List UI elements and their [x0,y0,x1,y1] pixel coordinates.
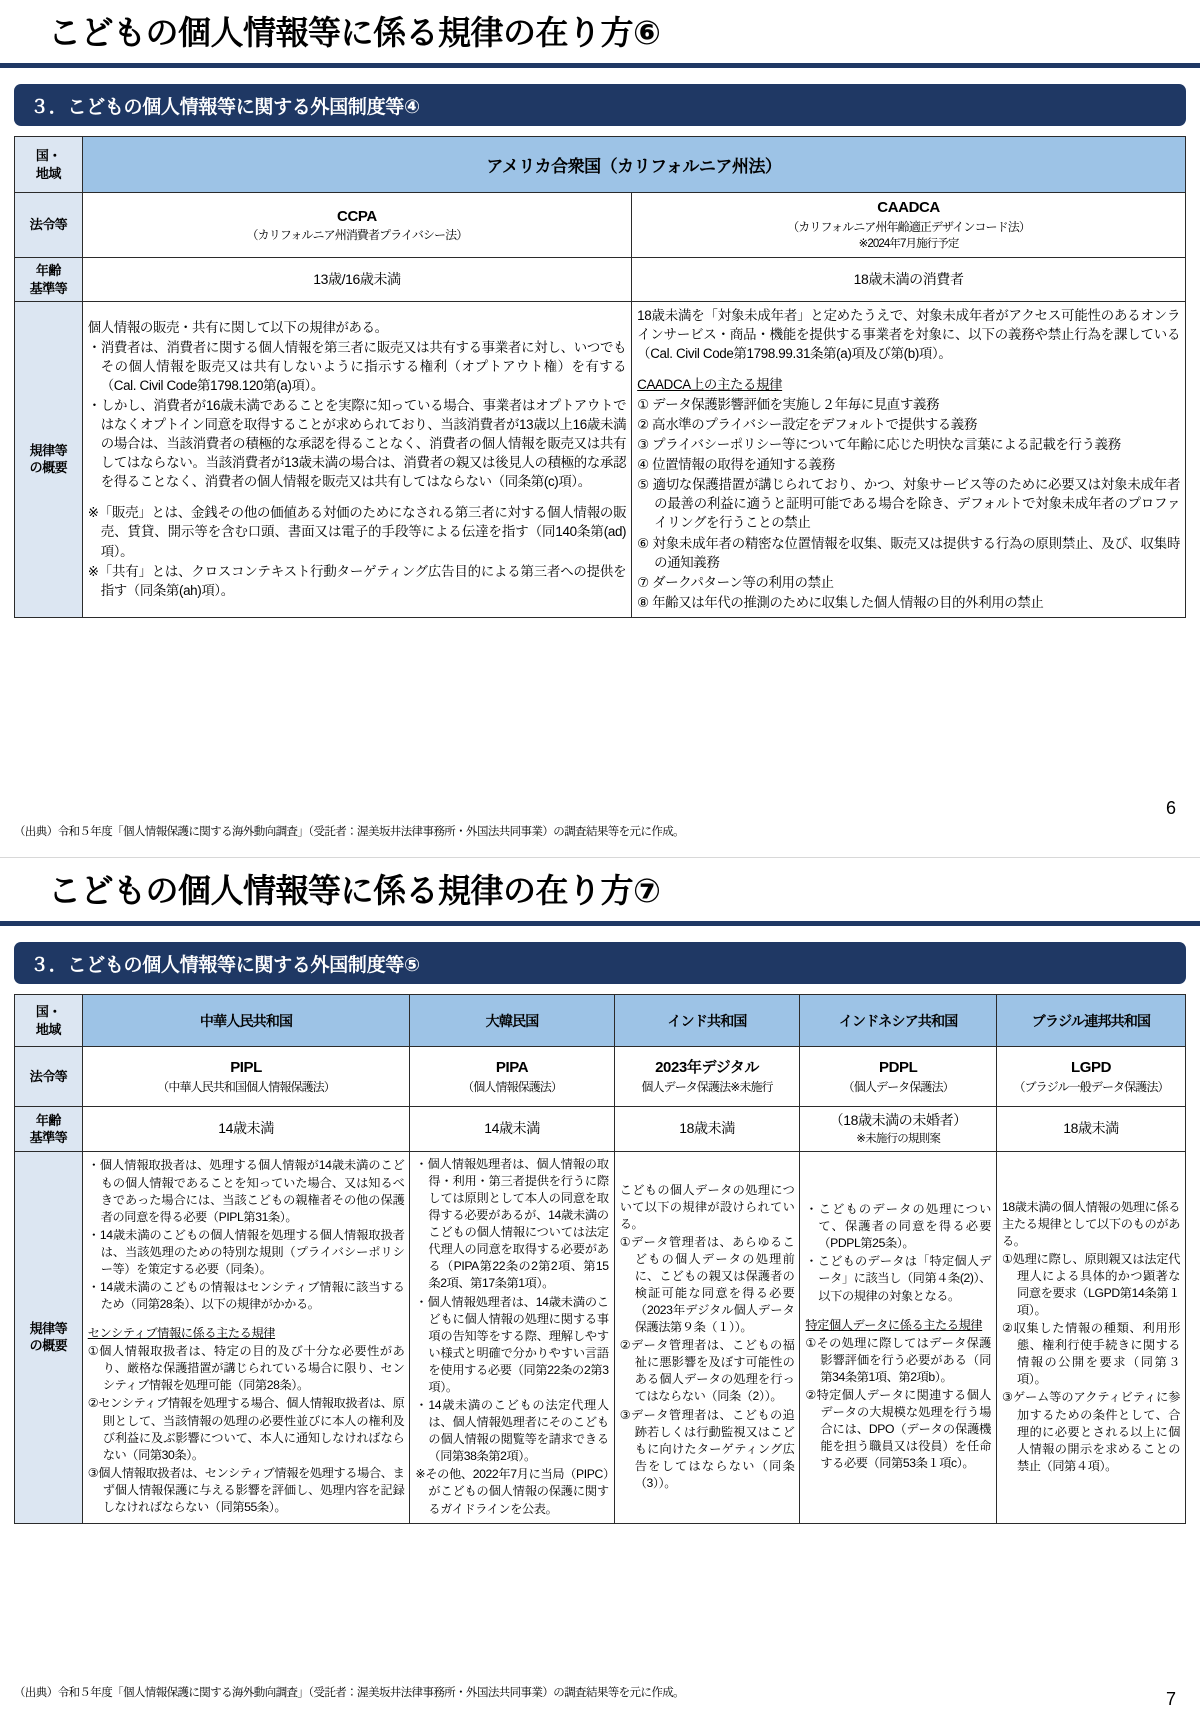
country-header-indonesia: インドネシア共和国 [800,995,997,1047]
law-note-caadca: ※2024年7月施行予定 [858,238,959,251]
law-full-caadca: （カリフォルニア州年齢適正デザインコード法） [787,220,1030,234]
brazil-intro: 18歳未満の個人情報の処理に係る主たる規律として以下のものがある。 [1001,1199,1180,1248]
law-full-pipl: （中華人民共和国個人情報保護法） [157,1079,335,1094]
law-abbr-lgpd: LGPD [1070,1059,1112,1077]
list-item: ・ 消費者は、消費者に関する個人情報を第三者に販売又は共有する事業者に対し、いつでもその個人情報を販売又は共有しないように指示する権利（オプトアウト権）を有する（Cal. Civil Code第1798.120第(a)項）。 [88,338,626,395]
list-item: ⑧ 年齢又は年代の推測のために収集した個人情報の目的外利用の禁止 [637,594,1044,610]
ccpa-intro: 個人情報の販売・共有に関して以下の規律がある。 [87,320,388,336]
list-item: ②センシティブ情報を処理する場合、個人情報取扱者は、原則として、当該情報の処理の必要性並びに本人の権利及び利益に及ぶ影響について、本人に通知しなければならない（同第30条）。 [87,1396,405,1462]
section-banner: ３．こどもの個人情報等に関する外国制度等⑤ [14,942,1186,984]
list-item: ・ 14歳未満のこどもの情報はセンシティブ情報に該当するため（同第28条）、以下の規律がかかる。 [88,1279,405,1313]
spacer [637,364,1180,375]
table-row-country [15,995,1186,1047]
indonesia-subhead: 特定個人データに係る主たる規律 [805,1317,983,1332]
law-cell-korea [410,1047,614,1107]
law-full-india: 個人データ保護法※未施行 [641,1079,773,1094]
foreign-systems-table-asia [14,994,1186,1523]
list-item: ⑦ ダークパターン等の利用の禁止 [637,574,834,590]
ccpa-note-share: ※「共有」とは、クロスコンテキスト行動ターゲティング広告目的による第三者への提供を指す（同条第(ah)項）。 [87,563,627,598]
list-item: ・ 14歳未満のこどもの個人情報を処理する個人情報取扱者は、当該処理のための特別な規則（プライバシーポリシー等）を策定する必要（同条）。 [88,1227,405,1278]
list-item: ④ 位置情報の取得を通知する義務 [637,457,835,473]
list-item: ・ しかし、消費者が16歳未満であることを実際に知っている場合、事業者はオプトアウトではなくオプトイン同意を取得することが求められており、当該消費者が13歳以上16歳未満の場合は、当該消費者の積極的な承認を得ることなく、消費者の個人情報を販売又は共有してはならない。当該消費者が13歳未満の場合は、消費者の親又は後見人の積極的な承認を得ることなく、消費者の個人情報を販売又は共有してはならない（同条第(c)項）。 [88,396,626,491]
slide-page-6 [0,0,1200,857]
title-divider [0,63,1200,68]
list-item: ・ こどものデータの処理について、保護者の同意を得る必要（PDPL第25条）。 [805,1201,991,1252]
india-intro: こどもの個人データの処理について以下の規律が設けられている。 [619,1182,795,1231]
row-header-law: 法令等 [15,193,83,258]
page-title: こどもの個人情報等に係る規律の在り方⑦ [48,872,661,909]
law-abbr-pdpl: PDPL [878,1059,918,1077]
summary-cell-china [82,1151,410,1523]
list-item: ①処理に際し、原則親又は法定代理人による具体的かつ顕著な同意を要求（LGPD第14条第１項）。 [1001,1251,1180,1318]
slide-page-7 [0,857,1200,1714]
age-cell-indonesia [800,1107,997,1152]
row-header-age: 年齢 基準等 [15,1107,83,1152]
section-banner: ３．こどもの個人情報等に関する外国制度等④ [14,84,1186,126]
source-footer: （出典）令和５年度「個人情報保護に関する海外動向調査」（受託者：渥美坂井法律事務所・外国法共同事業）の調査結果等を元に作成。 [14,1687,685,1699]
row-header-country: 国・ 地域 [15,137,83,193]
law-full-pipa: （個人情報保護法） [462,1079,562,1094]
country-header-china: 中華人民共和国 [82,995,410,1047]
spacer [805,1306,991,1317]
list-item: ①その処理に際してはデータ保護影響評価を行う必要がある（同第34条第1項、第2項b）。 [805,1335,991,1384]
row-header-law: 法令等 [15,1047,83,1107]
table-row-summary [15,302,1186,617]
ccpa-bullet-list [88,338,626,491]
age-cell-ccpa: 13歳/16歳未満 [82,258,631,302]
page-number: 6 [1165,798,1176,818]
table-row-age [15,258,1186,302]
summary-cell-brazil [996,1151,1185,1523]
law-cell-brazil [996,1047,1185,1107]
age-cell-china: 14歳未満 [82,1107,410,1152]
law-abbr-india: 2023年デジタル [655,1059,759,1077]
page-number: 7 [1165,1689,1176,1709]
table-row-law [15,193,1186,258]
list-item: ①データ管理者は、あらゆるこどもの個人データの処理前に、こどもの親又は保護者の検証可能な同意を得る必要（2023年デジタル個人データ保護法第９条（１））。 [619,1234,795,1335]
china-numbered-list [88,1343,405,1516]
law-cell-indonesia [800,1047,997,1107]
country-header-usa: アメリカ合衆国（カリフォルニア州法） [82,137,1185,193]
list-item: ・ 個人情報取扱者は、処理する個人情報が14歳未満のこどもの個人情報であることを知っていた場合、又は知るべきであった場合には、当該こどもの親権者その他の保護者の同意を得る必要（PIPL第31条）。 [88,1157,405,1225]
indonesia-bullet-list [805,1201,991,1304]
age-cell-india: 18歳未満 [614,1107,800,1152]
law-abbr-pipl: PIPL [230,1059,262,1077]
list-item: ・ こどものデータは「特定個人データ」に該当し（同第４条(2)）、以下の規律の対象となる。 [805,1253,991,1304]
row-header-age: 年齢 基準等 [15,258,83,302]
table-row-country [15,137,1186,193]
list-item: ・ 個人情報処理者は、個人情報の取得・利用・第三者提供を行うに際しては原則として本人の同意を取得する必要があるが、14歳未満のこどもの個人情報については法定代理人の同意を取得する必要がある（PIPA第22条の2第2項、第15条2項、第17条第1項）。 [415,1156,608,1293]
list-item: ① データ保護影響評価を実施し２年毎に見直す義務 [637,397,940,413]
row-header-summary: 規律等 の概要 [15,1151,83,1523]
country-header-india: インド共和国 [614,995,800,1047]
summary-cell-indonesia [800,1151,997,1523]
law-abbr-caadca: CAADCA [877,199,940,217]
row-header-summary: 規律等 の概要 [15,302,83,617]
korea-note: ※その他、2022年7月に当局（PIPC）がこどもの個人情報の保護に関するガイドラインを公表。 [415,1467,609,1516]
foreign-systems-table-usa [14,136,1186,617]
list-item: ③個人情報取扱者は、センシティブ情報を処理する場合、まず個人情報保護に与える影響を評価し、処理内容を記録しなければならない（同第55条）。 [87,1465,405,1514]
title-divider [0,921,1200,926]
list-item: ③ゲーム等のアクティビティに参加するための条件として、合理的に必要とされる以上に個人情報の開示を求めることの禁止（同第４項）。 [1001,1390,1180,1473]
list-item: ⑤ 適切な保護措置が講じられており、かつ、対象サービス等のために必要又は対象未成年者の最善の利益に適うと証明可能である場合を除き、デフォルトで対象未成年者のプロファイリングを行うことの禁止 [637,477,1180,531]
summary-cell-caadca [632,302,1186,617]
indonesia-numbered-list [805,1335,991,1473]
law-full-lgpd: （ブラジル一般データ保護法） [1013,1079,1169,1094]
law-abbr-pipa: PIPA [495,1059,529,1077]
table-row-age [15,1107,1186,1152]
list-item: ⑥ 対象未成年者の精密な位置情報を収集、販売又は提供する行為の原則禁止、及び、収集時の通知義務 [637,535,1180,570]
table-row-law [15,1047,1186,1107]
age-cell-caadca: 18歳未満の消費者 [632,258,1186,302]
korea-bullet-list [415,1156,608,1465]
china-subhead: センシティブ情報に係る主たる規律 [87,1326,276,1341]
age-cell-brazil: 18歳未満 [996,1107,1185,1152]
list-item: ③データ管理者は、こどもの追跡若しくは行動監視又はこどもに向けたターゲティング広告をしてはならない（同条（3））。 [619,1407,795,1490]
law-full-pdpl: （個人データ保護法） [842,1079,954,1094]
law-cell-caadca [632,193,1186,258]
summary-cell-ccpa [82,302,631,617]
list-item: ②収集した情報の種類、利用形態、権利行使手続きに関する情報の公開を要求（同第３項）。 [1001,1321,1180,1387]
caadca-numbered-list [637,395,1180,611]
caadca-intro: 18歳未満を「対象未成年者」と定めたうえで、対象未成年者がアクセス可能性のあるオンラインサービス・商品・機能を提供する事業者を対象に、以下の義務や禁止行為を課している（Cal. Civil Code第1798.99.31条第(a)項及び第(b)項）。 [637,308,1180,362]
spacer [88,492,626,503]
brazil-numbered-list [1002,1251,1180,1475]
row-header-country: 国・ 地域 [15,995,83,1047]
summary-cell-india [614,1151,800,1523]
list-item: ②特定個人データに関連する個人データの大規模な処理を行う場合には、DPO（データの保護機能を担う職員又は役員）を任命する必要（同第53条１項c）。 [805,1387,991,1471]
list-item: ② 高水準のプライバシー設定をデフォルトで提供する義務 [637,417,977,433]
spacer [88,1314,405,1325]
ccpa-note-sale: ※「販売」とは、金銭その他の価値ある対価のためになされる第三者に対する個人情報の販売、賃貸、開示等を含む口頭、書面又は電子的手段等による伝達を指す（同140条第(ad)項）。 [87,505,627,559]
law-cell-china [82,1047,410,1107]
list-item: ②データ管理者は、こどもの福祉に悪影響を及ぼす可能性のある個人データの処理を行ってはならない（同条（2））。 [619,1338,795,1404]
table-row-summary [15,1151,1186,1523]
page-title: こどもの個人情報等に係る規律の在り方⑥ [48,14,661,51]
country-header-brazil: ブラジル連邦共和国 [996,995,1185,1047]
age-sub-indonesia: ※未施行の規則案 [856,1132,941,1145]
list-item: ③ プライバシーポリシー等について年齢に応じた明快な言葉による記載を行う義務 [637,437,1121,453]
law-cell-india [614,1047,800,1107]
list-item: ・ 個人情報処理者は、14歳未満のこどもに個人情報の処理に関する事項の告知等をする際、理解しやすい様式と明確で分かりやすい言語を使用する必要（同第22条の2第3項）。 [415,1294,608,1396]
law-abbr-ccpa: CCPA [337,207,377,225]
summary-cell-korea [410,1151,614,1523]
source-footer: （出典）令和５年度「個人情報保護に関する海外動向調査」（受託者：渥美坂井法律事務所・外国法共同事業）の調査結果等を元に作成。 [14,826,685,838]
list-item: ・ 14歳未満のこどもの法定代理人は、個人情報処理者にそのこどもの個人情報の閲覧等を請求できる（同第38条第2項）。 [415,1397,608,1465]
india-numbered-list [620,1234,795,1492]
caadca-subhead: CAADCA上の主たる規律 [637,377,783,393]
country-header-korea: 大韓民国 [410,995,614,1047]
law-full-ccpa: （カリフォルニア州消費者プライバシー法） [246,228,468,243]
law-cell-ccpa [82,193,631,258]
age-main-indonesia: （18歳未満の未婚者） [829,1112,967,1129]
age-cell-korea: 14歳未満 [410,1107,614,1152]
list-item: ①個人情報取扱者は、特定の目的及び十分な必要性があり、厳格な保護措置が講じられている場合に限り、センシティブ情報を処理可能（同第28条）。 [87,1344,405,1393]
china-bullet-list [88,1157,405,1313]
